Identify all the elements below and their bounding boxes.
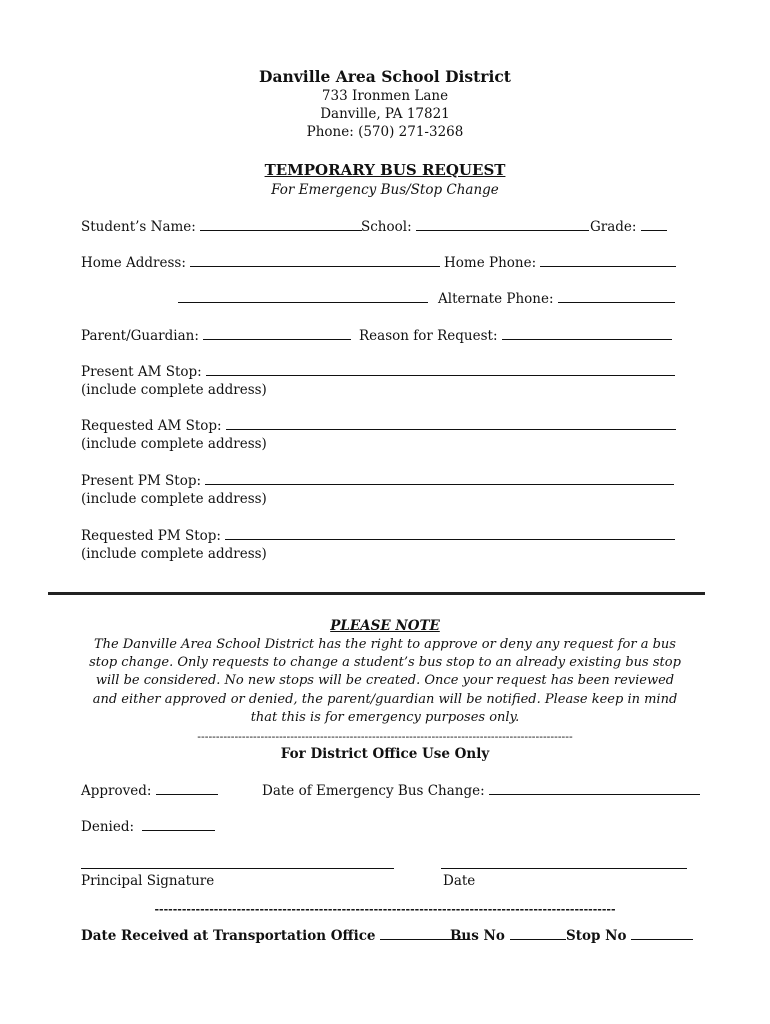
- present-pm-label: Present PM Stop:: [81, 473, 202, 489]
- district-address-line1: 733 Ironmen Lane: [321, 88, 449, 104]
- alternate-phone-field[interactable]: [558, 290, 675, 303]
- requested-am-label: Requested AM Stop:: [81, 418, 222, 434]
- present-pm-hint: (include complete address): [81, 491, 267, 507]
- home-phone-label: Home Phone:: [444, 255, 537, 271]
- dashed-divider-1: -----------------------------------------------------------------------------------------------------: [197, 730, 573, 743]
- district-address-line2: Danville, PA 17821: [320, 106, 450, 122]
- reason-row: [359, 327, 672, 344]
- note-body: The Danville Area School District has the right to approve or deny any request for a bus stop change. Only requests to change a student’s bus stop to an already existing bus stop will be considered. No new stops will be created. Once your request has been reviewed and either approved or denied, the parent/guardian will be notified. Please keep in mind that this is for emergency purposes only.: [89, 637, 681, 725]
- requested-pm-field[interactable]: [225, 527, 675, 540]
- bus-no-row: [450, 927, 566, 944]
- approved-label: Approved:: [81, 783, 152, 799]
- requested-am-field[interactable]: [226, 417, 676, 430]
- requested-am-row: [81, 417, 676, 434]
- denied-label: Denied:: [81, 819, 135, 835]
- requested-am-hint: (include complete address): [81, 436, 267, 452]
- approved-field[interactable]: [156, 782, 218, 795]
- district-phone: Phone: (570) 271-3268: [306, 124, 464, 140]
- home-address-label: Home Address:: [81, 255, 186, 271]
- stop-no-label: Stop No: [566, 928, 627, 944]
- home-phone-row: [444, 254, 676, 271]
- parent-label: Parent/Guardian:: [81, 328, 199, 344]
- present-am-label: Present AM Stop:: [81, 364, 202, 380]
- alternate-phone-row: [438, 290, 675, 307]
- school-label: School:: [361, 219, 412, 235]
- home-address-row: [81, 254, 440, 271]
- home-address-field[interactable]: [190, 254, 440, 267]
- stop-no-field[interactable]: [631, 927, 693, 940]
- stop-no-row: [566, 927, 693, 944]
- present-am-field[interactable]: [206, 363, 675, 376]
- present-pm-row: [81, 472, 674, 489]
- form-subtitle: For Emergency Bus/Stop Change: [271, 182, 499, 198]
- grade-row: [590, 218, 667, 235]
- note-heading: PLEASE NOTE: [330, 618, 440, 634]
- form-title: TEMPORARY BUS REQUEST: [264, 161, 506, 179]
- student-name-label: Student’s Name:: [81, 219, 196, 235]
- district-name: Danville Area School District: [259, 67, 511, 86]
- reason-label: Reason for Request:: [359, 328, 498, 344]
- requested-pm-row: [81, 527, 675, 544]
- school-field[interactable]: [416, 218, 589, 231]
- date-received-label: Date Received at Transportation Office: [81, 928, 376, 944]
- principal-signature-label: Principal Signature: [81, 873, 215, 889]
- office-heading: For District Office Use Only: [280, 746, 490, 762]
- date-change-field[interactable]: [489, 782, 700, 795]
- parent-field[interactable]: [203, 327, 351, 340]
- grade-label: Grade:: [590, 219, 637, 235]
- home-address-line2-row: [178, 290, 428, 307]
- grade-field[interactable]: [641, 218, 667, 231]
- home-phone-field[interactable]: [540, 254, 676, 267]
- denied-row: [81, 818, 215, 835]
- approved-row: [81, 782, 218, 799]
- date-signature-line[interactable]: [441, 856, 687, 869]
- date-label: Date: [443, 873, 476, 889]
- school-row: [361, 218, 589, 235]
- bus-no-label: Bus No: [450, 928, 505, 944]
- dashed-divider-2: -----------------------------------------------------------------------------------------------------: [154, 903, 616, 916]
- student-name-row: [81, 218, 362, 235]
- denied-field[interactable]: [142, 818, 215, 831]
- requested-pm-label: Requested PM Stop:: [81, 528, 221, 544]
- parent-row: [81, 327, 351, 344]
- home-address-line2-field[interactable]: [178, 290, 428, 303]
- bus-no-field[interactable]: [510, 927, 566, 940]
- reason-field[interactable]: [502, 327, 672, 340]
- requested-pm-hint: (include complete address): [81, 546, 267, 562]
- present-pm-field[interactable]: [205, 472, 674, 485]
- date-change-label: Date of Emergency Bus Change:: [262, 783, 485, 799]
- principal-signature-line[interactable]: [81, 856, 394, 869]
- section-divider: [48, 592, 705, 595]
- present-am-hint: (include complete address): [81, 382, 267, 398]
- date-change-row: [262, 782, 700, 799]
- alternate-phone-label: Alternate Phone:: [438, 291, 554, 307]
- student-name-field[interactable]: [200, 218, 362, 231]
- present-am-row: [81, 363, 675, 380]
- date-received-row: [81, 927, 470, 944]
